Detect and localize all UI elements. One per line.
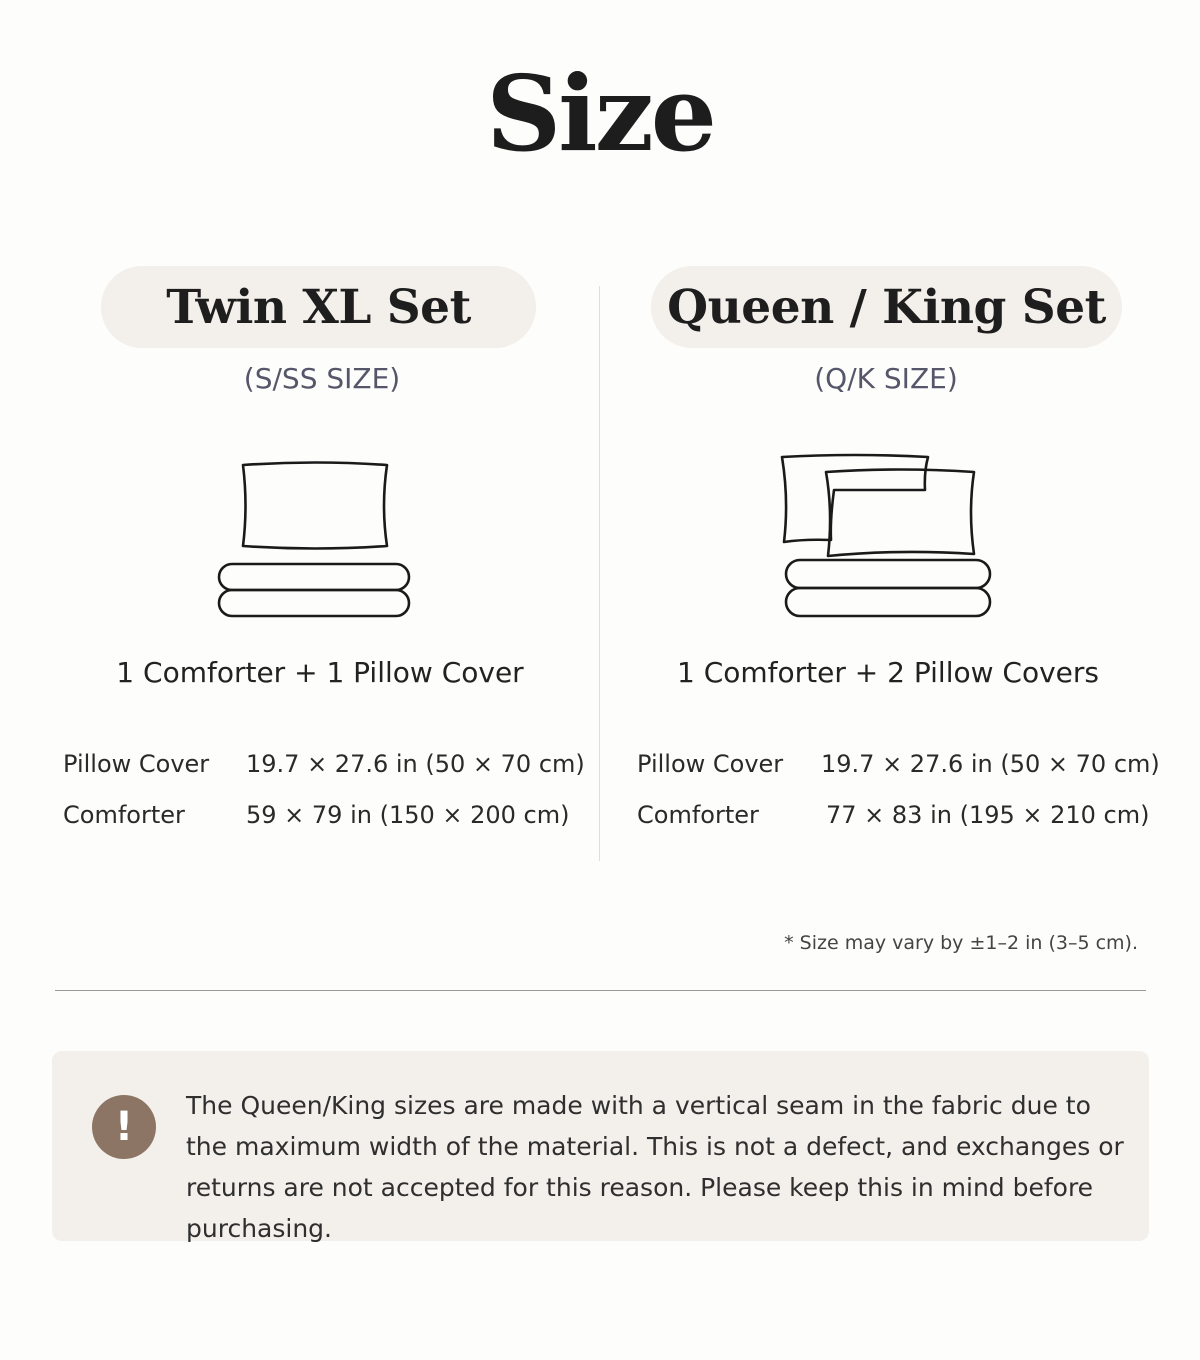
- set-name-badge: Queen / King Set: [651, 266, 1122, 348]
- comforter-size: 59 × 79 in (150 × 200 cm): [246, 801, 570, 829]
- comforter-label: Comforter: [637, 801, 759, 829]
- pillow-cover-size: 19.7 × 27.6 in (50 × 70 cm): [246, 750, 585, 778]
- size-code: (Q/K SIZE): [814, 362, 958, 395]
- page-title: Size: [486, 52, 714, 175]
- section-divider: [55, 990, 1146, 991]
- set-contents: 1 Comforter + 1 Pillow Cover: [116, 656, 524, 689]
- pillow-cover-size: 19.7 × 27.6 in (50 × 70 cm): [821, 750, 1160, 778]
- exclamation-icon: !: [92, 1095, 156, 1159]
- pillow-cover-label: Pillow Cover: [637, 750, 784, 778]
- size-variance-note: * Size may vary by ±1–2 in (3–5 cm).: [784, 932, 1138, 954]
- two-pillows-and-comforter-icon: [774, 450, 1004, 630]
- notice-text: The Queen/King sizes are made with a vertical seam in the fabric due to the maximum width of the material. This is not a defect, and exchanges or returns are not accepted for this reason. Please keep this in mind before purchasing.: [186, 1091, 1124, 1243]
- pillow-and-comforter-icon: [210, 456, 420, 626]
- comforter-label: Comforter: [63, 801, 185, 829]
- size-code: (S/SS SIZE): [243, 362, 401, 395]
- set-name-badge: Twin XL Set: [101, 266, 536, 348]
- seam-notice-box: [52, 1051, 1149, 1241]
- pillow-cover-label: Pillow Cover: [63, 750, 210, 778]
- set-contents: 1 Comforter + 2 Pillow Covers: [677, 656, 1099, 689]
- comforter-size: 77 × 83 in (195 × 210 cm): [826, 801, 1150, 829]
